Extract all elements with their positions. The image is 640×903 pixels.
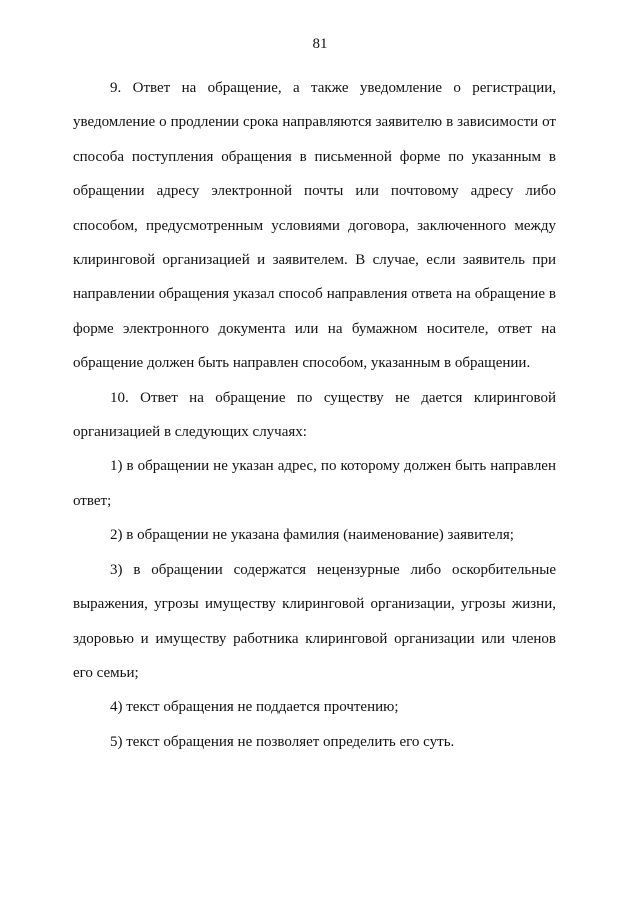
paragraph-9: 9. Ответ на обращение, а также уведомление о регистрации, уведомление о продлении срока направляются заявителю в зависимости от способа поступления обращения в письменной форме по указанным в обращении адресу электронной почты или почтовому адресу либо способом, предусмотренным условиями договора, заключенного между клиринговой организацией и заявителем. В случае, если заявитель при направлении обращения указал способ направления ответа на обращение в форме электронного документа или на бумажном носителе, ответ на обращение должен быть направлен способом, указанным в обращении. — [73, 80, 556, 372]
paragraph-10: 10. Ответ на обращение по существу не дается клиринговой организацией в следующих случаях: — [73, 389, 556, 441]
page-number: 81 — [312, 36, 328, 52]
list-item-4: 4) текст обращения не поддается прочтению; — [110, 699, 399, 716]
list-item-2: 2) в обращении не указана фамилия (наименование) заявителя; — [110, 527, 514, 544]
list-item-1: 1) в обращении не указан адрес, по которому должен быть направлен ответ; — [73, 458, 556, 509]
list-item-5: 5) текст обращения не позволяет определить его суть. — [110, 733, 455, 750]
document-body — [73, 71, 556, 759]
list-item-3: 3) в обращении содержатся нецензурные либо оскорбительные выражения, угрозы имуществу клиринговой организации, угрозы жизни, здоровью и имуществу работника клиринговой организации или членов его семьи; — [73, 561, 556, 681]
